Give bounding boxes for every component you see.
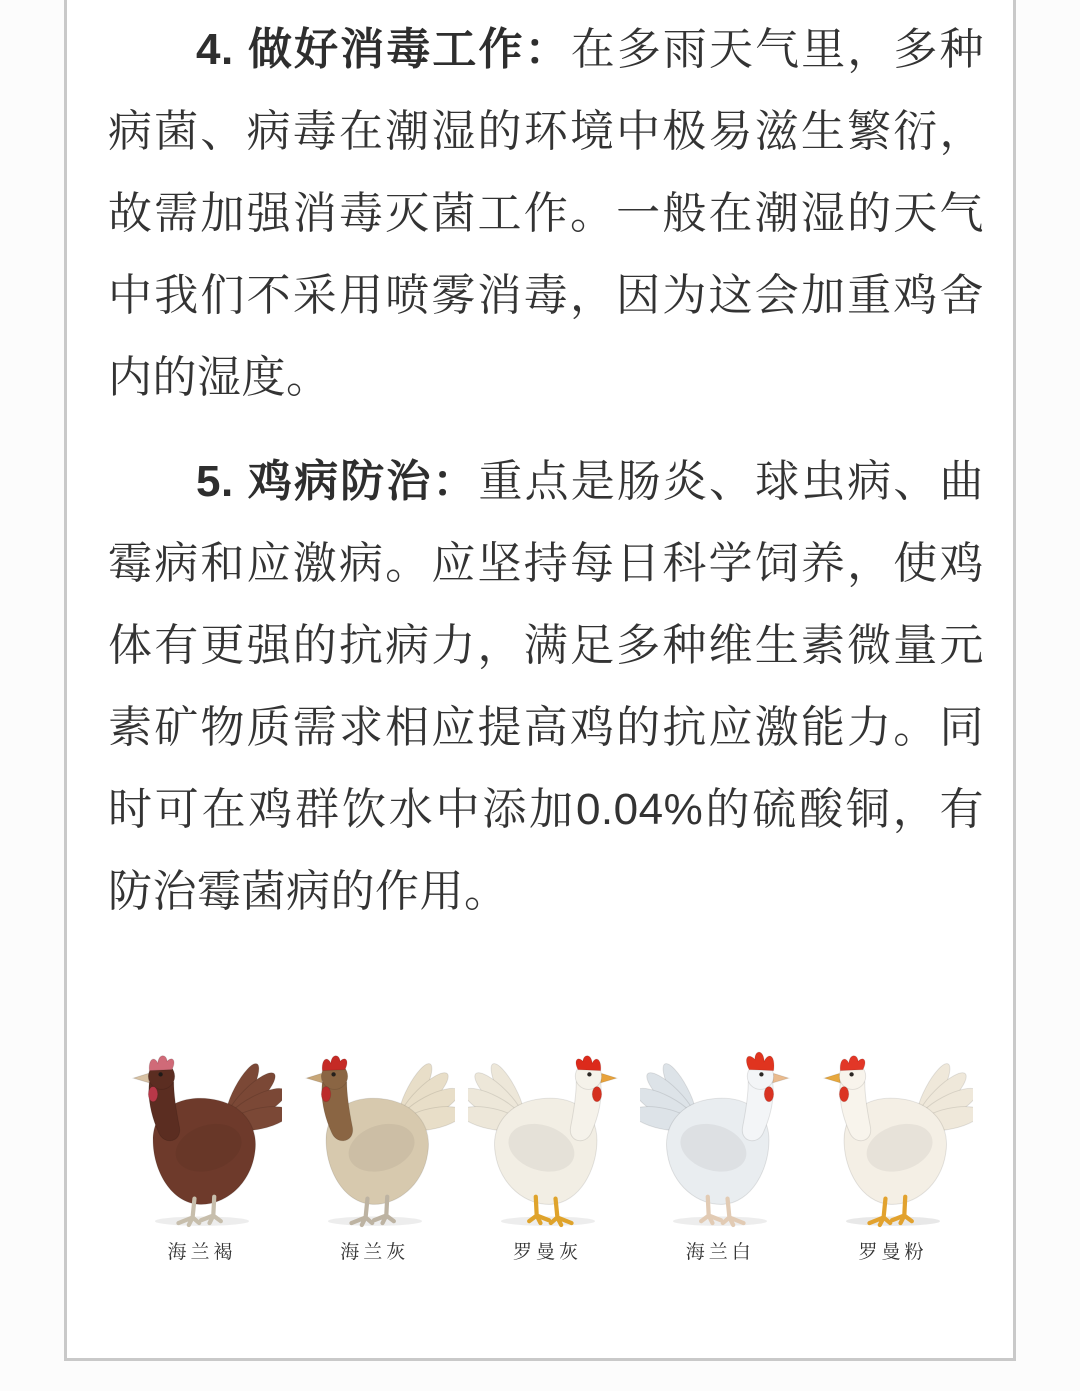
chicken-art [133, 1056, 282, 1205]
chicken-eye [158, 1072, 162, 1076]
breed-label: 海兰白 [685, 1242, 755, 1263]
chicken-art [824, 1056, 973, 1205]
paragraph-disease-prevention [108, 441, 984, 933]
chicken-illustration-lohmann-pink [813, 1043, 973, 1229]
chicken-illustration-hailan-brown [122, 1043, 282, 1229]
paragraph-disinfection [108, 9, 984, 419]
breed-label: 海兰灰 [340, 1242, 410, 1263]
paragraph-text: 在多雨天气里，多种病菌、病毒在潮湿的环境中极易滋生繁衍，故需加强消毒灭菌工作。一般在潮湿的天气中我们不采用喷雾消毒，因为这会加重鸡舍内的湿度。 [108, 25, 985, 402]
breed-item-hailan-brown [122, 1043, 282, 1264]
breed-item-hailan-white [640, 1043, 800, 1264]
breed-label: 海兰褐 [167, 1242, 237, 1263]
article-body [108, 9, 984, 933]
breed-item-hailan-grey [295, 1043, 455, 1264]
chicken-eye [331, 1072, 335, 1076]
breed-label: 罗曼粉 [858, 1242, 928, 1263]
chicken-art [468, 1056, 617, 1205]
paragraph-lead: 4. 做好消毒工作： [196, 25, 571, 74]
chicken-art [306, 1056, 455, 1205]
chicken-illustration-hailan-grey [295, 1043, 455, 1229]
paragraph-text: 重点是肠炎、球虫病、曲霉病和应激病。应坚持每日科学饲养，使鸡体有更强的抗病力，满足多种维生素微量元素矿物质需求相应提高鸡的抗应激能力。同时可在鸡群饮水中添加0.04%的硫酸铜，有防治霉菌病的作用。 [108, 457, 985, 916]
breed-item-lohmann-grey [468, 1043, 628, 1264]
article-panel [64, 0, 1016, 1361]
chicken-eye [849, 1072, 853, 1076]
breed-item-lohmann-pink [813, 1043, 973, 1264]
chicken-art [640, 1052, 789, 1204]
chicken-illustration-lohmann-grey [468, 1043, 628, 1229]
breeds-figure [67, 1043, 1013, 1264]
chicken-illustration-hailan-white [640, 1043, 800, 1229]
breed-label: 罗曼灰 [512, 1242, 582, 1263]
paragraph-lead: 5. 鸡病防治： [196, 457, 479, 506]
